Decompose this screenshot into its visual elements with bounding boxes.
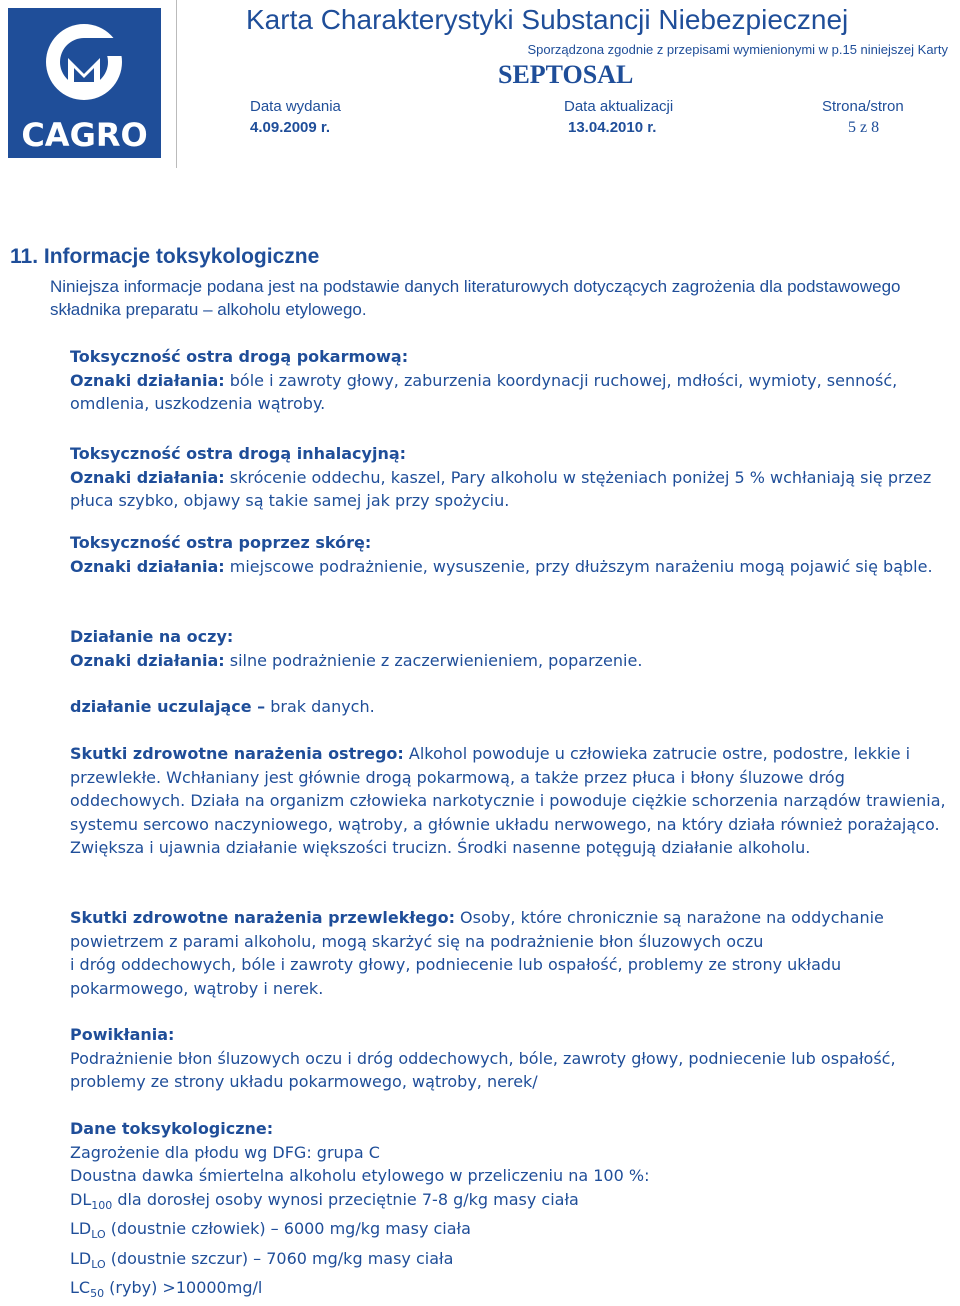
chronic-text-2: i dróg oddechowych, bóle i zawroty głowy, podniecenie lub ospałość, problemy ze strony układu pokarmowego, wątroby i nerek.: [70, 955, 842, 998]
document-subtitle: Sporządzona zgodnie z przepisami wymienionymi w p.15 niniejszej Karty: [527, 42, 948, 57]
tox-line-1: Zagrożenie dla płodu wg DFG: grupa C: [70, 1142, 380, 1162]
logo-text: CAGRO: [21, 116, 148, 154]
logo-cell: [0, 0, 177, 168]
section-title: 11. Informacje toksykologiczne: [10, 245, 320, 268]
page-label: Strona/stron: [822, 98, 904, 115]
chronic-effects: [70, 906, 960, 1000]
inhal-text: skrócenie oddechu, kaszel, Pary alkoholu w stężeniach poniżej 5 % wchłaniają się przez płuca szybko, objawy są takie samej jak przy spożyciu.: [70, 467, 932, 510]
sensitization-label: działanie uczulające –: [70, 697, 266, 716]
ld-rat-line: [70, 1247, 960, 1277]
issue-date-cell: [250, 98, 341, 136]
lc-main: LC: [70, 1278, 91, 1297]
effects-label: Oznaki działania:: [70, 370, 225, 390]
eye-effects: [70, 625, 960, 672]
product-name: SEPTOSAL: [498, 60, 634, 89]
acute-text: Alkohol powoduje u człowieka zatrucie ostre, podostre, lekkie i przewlekłe. Wchłaniany jest głównie drogą pokarmową, a także przez płuca i błony śluzowe dróg oddechowych. Działa na organizm człowieka narkotycznie i powoduje ciężkie schorzenia narządów trawienia, systemu sercowo naczyniowego, wątroby, a głównie układu nerwowego, na który działa również porażająco. Zwiększa i ujawnia działanie większości trucizn. Środki nasenne potęgują działanie alkoholu.: [70, 744, 946, 857]
issue-date-value: 4.09.2009 r.: [250, 119, 331, 136]
complications-text: Podrażnienie błon śluzowych oczu i dróg oddechowych, bóle, zawroty głowy, podniecenie lub ospałość, problemy ze strony układu pokarmowego, wątroby, nerek/: [70, 1048, 896, 1091]
update-date-value: 13.04.2010 r.: [568, 119, 657, 136]
complications-heading: Powikłania:: [70, 1025, 175, 1044]
dl-text: dla dorosłej osoby wynosi przeciętnie 7-8 g/kg masy ciała: [112, 1189, 579, 1209]
effects-label: Oznaki działania:: [70, 650, 225, 670]
page-cell: [822, 98, 904, 137]
dl-sub: 100: [91, 1198, 113, 1212]
inhalation-toxicity: [70, 442, 960, 513]
lc-sub: 50: [90, 1287, 105, 1300]
sensitization: [70, 695, 960, 719]
lc50-line: [70, 1276, 960, 1306]
effects-label: Oznaki działania:: [70, 467, 225, 487]
oral-text: bóle i zawroty głowy, zaburzenia koordynacji ruchowej, mdłości, wymioty, senność, omdlenia, uszkodzenia wątroby.: [70, 370, 898, 413]
update-date-label: Data aktualizacji: [564, 98, 674, 115]
oral-effects: [70, 369, 960, 416]
tox-line-2: Doustna dawka śmiertelna alkoholu etylowego w przeliczeniu na 100 %:: [70, 1166, 650, 1185]
page-value: 5 z 8: [848, 119, 880, 136]
ld2-text: (doustnie szczur) – 7060 mg/kg masy ciała: [105, 1248, 454, 1268]
update-date-cell: [564, 98, 673, 136]
complications: [70, 1023, 960, 1094]
ld-main: LD: [70, 1248, 92, 1268]
logo-emblem-icon: [38, 18, 130, 114]
skin-effects: [70, 555, 960, 579]
ld1-text: (doustnie człowiek) – 6000 mg/kg masy ciała: [105, 1219, 471, 1238]
skin-toxicity: [70, 531, 960, 578]
acute-effects: [70, 742, 960, 860]
document-title: Karta Charakterystyki Substancji Niebezpiecznej: [246, 4, 849, 35]
document-header: [0, 0, 960, 168]
header-meta: [190, 98, 960, 144]
eye-heading: Działanie na oczy:: [70, 627, 234, 646]
acute-label: Skutki zdrowotne narażenia ostrego:: [70, 744, 404, 763]
toxicological-data: [70, 1117, 960, 1306]
dl100-line: [70, 1188, 960, 1218]
ld-sub: LO: [91, 1257, 106, 1271]
company-logo: [8, 8, 161, 158]
section-intro: Niniejsza informacje podana jest na podstawie danych literaturowych dotyczących zagrożenia dla podstawowego składnika preparatu – alkoholu etylowego.: [50, 277, 901, 319]
eye-text: silne podrażnienie z zaczerwienieniem, poparzenie.: [224, 650, 643, 670]
effects-label: Oznaki działania:: [70, 556, 225, 576]
eye-effects-line: [70, 649, 960, 673]
inhal-heading: Toksyczność ostra drogą inhalacyjną:: [70, 444, 407, 463]
tox-heading: Dane toksykologiczne:: [70, 1119, 274, 1138]
skin-heading: Toksyczność ostra poprzez skórę:: [70, 533, 372, 552]
issue-date-label: Data wydania: [250, 98, 341, 115]
ld-sub: LO: [91, 1228, 106, 1241]
sensitization-text: brak danych.: [265, 697, 375, 716]
ld-main: LD: [70, 1219, 92, 1238]
dl-main: DL: [70, 1189, 92, 1209]
oral-toxicity: [70, 345, 960, 416]
chronic-label: Skutki zdrowotne narażenia przewlekłego:: [70, 908, 455, 927]
lc-text: (ryby) >10000mg/l: [104, 1278, 263, 1297]
skin-text: miejscowe podrażnienie, wysuszenie, przy dłuższym narażeniu mogą pojawić się bąble.: [224, 556, 933, 576]
chronic-text: Osoby, które chronicznie są narażone na oddychanie powietrzem z parami alkoholu, mogą skarżyć się na podrażnienie błon śluzowych oczu: [70, 908, 884, 951]
inhal-effects: [70, 466, 960, 513]
oral-heading: Toksyczność ostra drogą pokarmową:: [70, 347, 409, 366]
chronic-line: [70, 906, 960, 953]
ld-human-line: [70, 1217, 960, 1247]
